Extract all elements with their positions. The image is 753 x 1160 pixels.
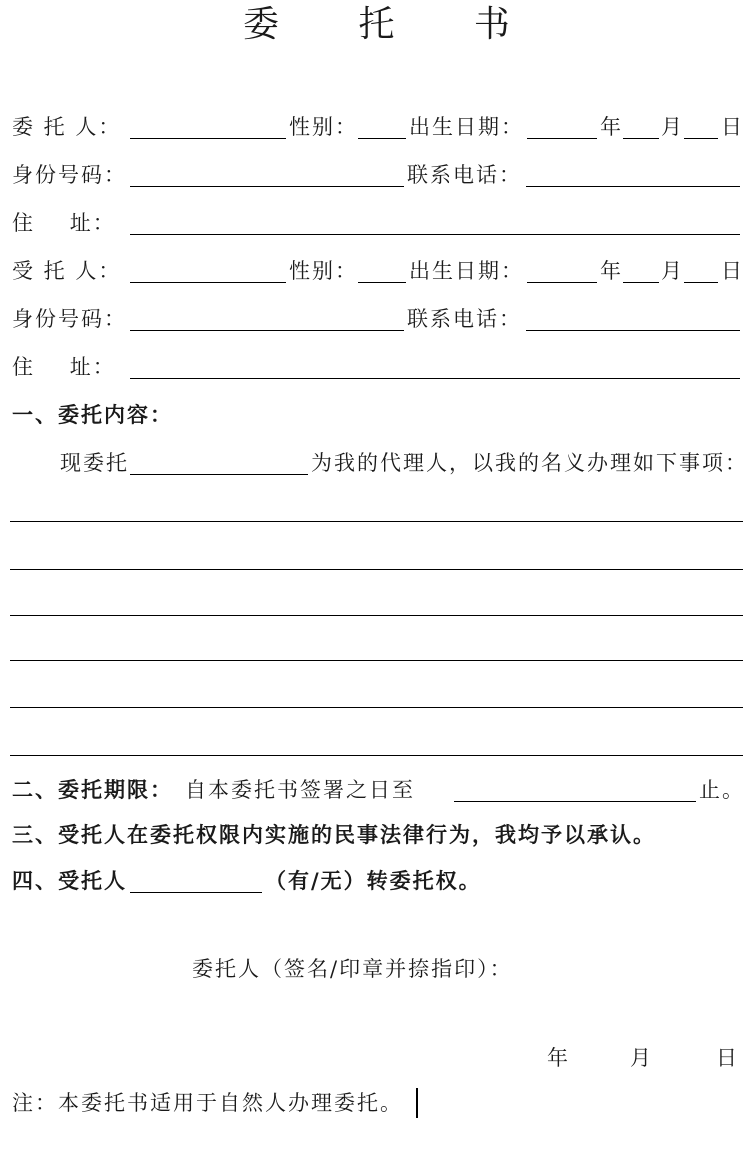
agent-gender-field[interactable] [358, 282, 406, 283]
principal-year-label: 年 [600, 115, 623, 139]
section1-intro-prefix: 现委托 [60, 451, 129, 475]
principal-dob-month-field[interactable] [623, 138, 659, 139]
principal-gender-field[interactable] [358, 138, 406, 139]
agent-dob-day-field[interactable] [684, 282, 718, 283]
signature-month-label: 月 [630, 1046, 653, 1070]
section4-transfer-field[interactable] [130, 892, 262, 893]
signature-label: 委托人（签名/印章并捺指印）： [192, 957, 513, 981]
section1-heading: 一、委托内容： [12, 402, 173, 427]
principal-gender-label: 性别： [289, 115, 358, 139]
principal-dob-day-field[interactable] [684, 138, 718, 139]
section1-intro-suffix: 为我的代理人，以我的名义办理如下事项： [311, 451, 748, 475]
agent-address-label: 住 址： [12, 355, 116, 379]
section4-suffix: （有/无）转委托权。 [265, 868, 482, 893]
agent-day-label: 日 [721, 259, 744, 283]
section4-prefix: 四、受托人 [12, 868, 127, 893]
agent-dob-label: 出生日期： [409, 259, 524, 283]
signature-year-label: 年 [547, 1046, 570, 1070]
agent-id-label: 身份号码： [12, 307, 127, 331]
matters-line-5[interactable] [10, 707, 743, 708]
section2-text-prefix: 自本委托书签署之日至 [185, 778, 415, 802]
agent-id-field[interactable] [130, 330, 404, 331]
principal-name-field[interactable] [130, 138, 286, 139]
agent-phone-label: 联系电话： [407, 307, 522, 331]
text-cursor [416, 1088, 418, 1118]
section2-end-date-field[interactable] [454, 801, 696, 802]
agent-label: 受 托 人： [12, 259, 122, 283]
principal-day-label: 日 [721, 115, 744, 139]
principal-month-label: 月 [661, 115, 684, 139]
agent-dob-month-field[interactable] [623, 282, 659, 283]
agent-name-field[interactable] [130, 282, 286, 283]
agent-month-label: 月 [661, 259, 684, 283]
principal-phone-label: 联系电话： [407, 163, 522, 187]
document-title: 委 托 书 [243, 4, 544, 45]
principal-dob-year-field[interactable] [527, 138, 597, 139]
agent-phone-field[interactable] [526, 330, 740, 331]
principal-dob-label: 出生日期： [409, 115, 524, 139]
footnote: 注：本委托书适用于自然人办理委托。 [12, 1091, 403, 1115]
principal-id-field[interactable] [130, 186, 404, 187]
agent-address-field[interactable] [130, 378, 740, 379]
principal-phone-field[interactable] [526, 186, 740, 187]
section3-text: 三、受托人在委托权限内实施的民事法律行为，我均予以承认。 [12, 822, 656, 847]
matters-line-3[interactable] [10, 615, 743, 616]
agent-dob-year-field[interactable] [527, 282, 597, 283]
matters-line-4[interactable] [10, 660, 743, 661]
agent-year-label: 年 [600, 259, 623, 283]
principal-address-field[interactable] [130, 234, 740, 235]
signature-day-label: 日 [716, 1046, 739, 1070]
agent-gender-label: 性别： [289, 259, 358, 283]
section2-text-suffix: 止。 [699, 778, 745, 802]
matters-line-6[interactable] [10, 755, 743, 756]
matters-line-2[interactable] [10, 569, 743, 570]
principal-address-label: 住 址： [12, 211, 116, 235]
section1-agent-name-field[interactable] [130, 474, 308, 475]
section2-heading: 二、委托期限： [12, 777, 173, 802]
matters-line-1[interactable] [10, 521, 743, 522]
principal-label: 委 托 人： [12, 115, 122, 139]
principal-id-label: 身份号码： [12, 163, 127, 187]
